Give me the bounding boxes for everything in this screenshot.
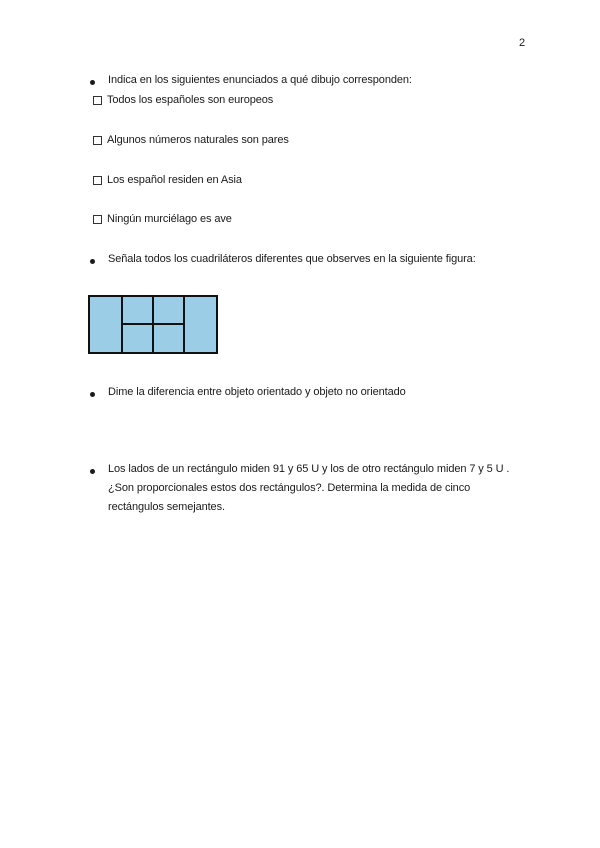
- question-1: [90, 75, 412, 90]
- question-4-line-1: Los lados de un rectángulo miden 91 y 65 U y los de otro rectángulo miden 7 y 5 U .: [108, 463, 510, 475]
- question-1-prompt: Indica en los siguientes enunciados a qué dibujo corresponden:: [108, 74, 412, 86]
- bullet-icon: [90, 259, 95, 264]
- option-4-label: Ningún murciélago es ave: [107, 213, 232, 225]
- checkbox-icon[interactable]: [93, 96, 102, 105]
- bullet-icon: [90, 392, 95, 397]
- option-1[interactable]: [93, 94, 273, 106]
- checkbox-icon[interactable]: [93, 215, 102, 224]
- question-4-prompt: [108, 460, 509, 517]
- question-4: [90, 464, 509, 517]
- option-3-label: Los español residen en Asia: [107, 174, 242, 186]
- option-3[interactable]: [93, 174, 242, 186]
- bullet-icon: [90, 469, 95, 474]
- question-2: [90, 254, 476, 269]
- quadrilaterals-figure: [88, 295, 218, 354]
- checkbox-icon[interactable]: [93, 136, 102, 145]
- checkbox-icon[interactable]: [93, 176, 102, 185]
- page-number: 2: [519, 37, 526, 49]
- question-3-prompt: Dime la diferencia entre objeto orientado y objeto no orientado: [108, 386, 406, 398]
- option-2[interactable]: [93, 134, 289, 146]
- option-2-label: Algunos números naturales son pares: [107, 134, 289, 146]
- question-3: [90, 387, 406, 402]
- bullet-icon: [90, 80, 95, 85]
- question-4-line-2: ¿Son proporcionales estos dos rectángulos?. Determina la medida de cinco: [108, 482, 471, 494]
- option-4[interactable]: [93, 213, 232, 225]
- option-1-label: Todos los españoles son europeos: [107, 94, 274, 106]
- question-4-line-3: rectángulos semejantes.: [108, 501, 225, 513]
- question-2-prompt: Señala todos los cuadriláteros diferentes que observes en la siguiente figura:: [108, 253, 476, 265]
